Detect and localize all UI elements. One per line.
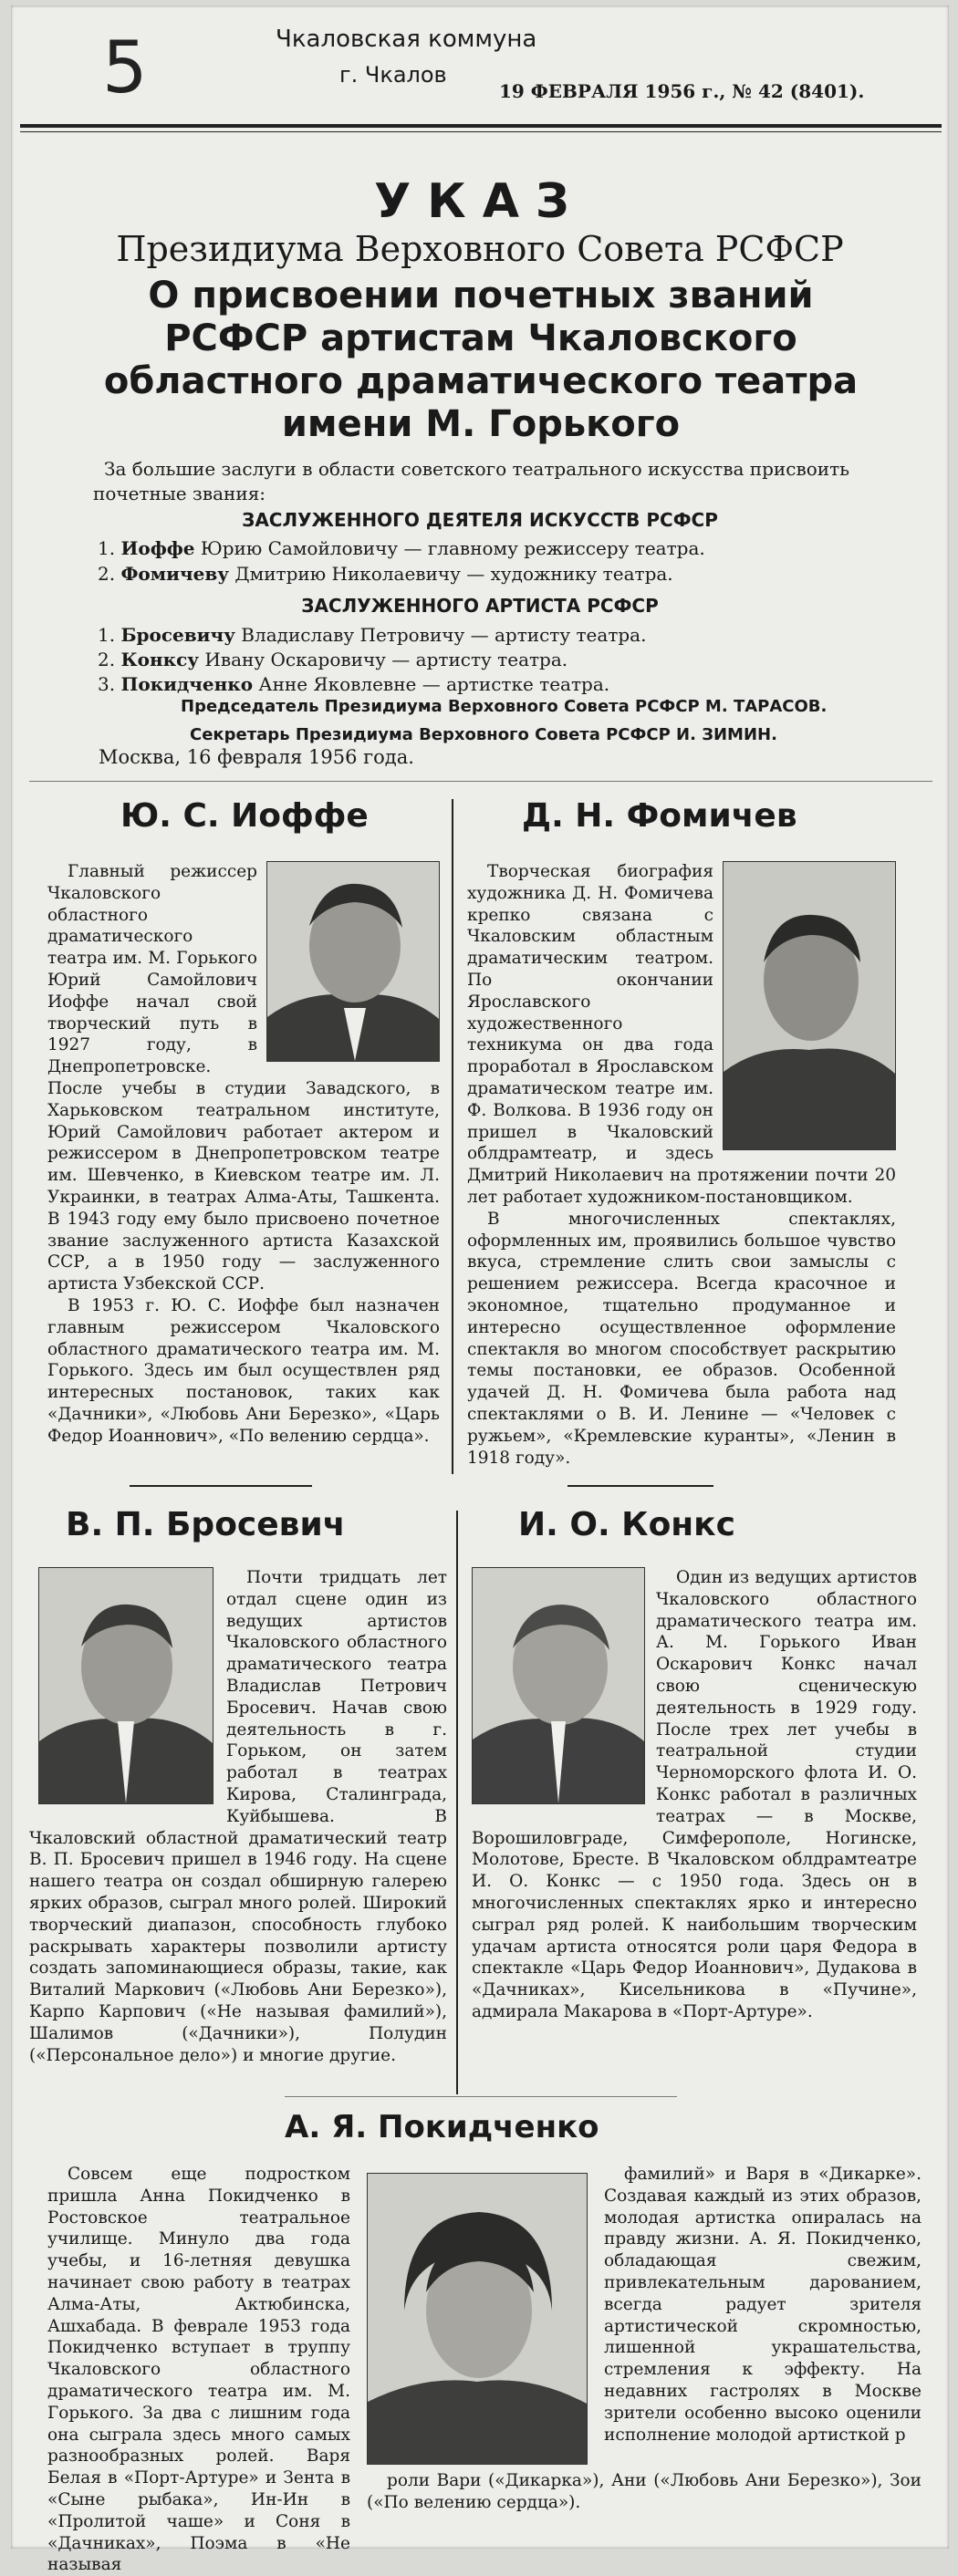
section-divider — [29, 781, 932, 782]
awardee-surname: Фомичеву — [120, 563, 230, 585]
portrait-photo-pokidchenko — [368, 2174, 587, 2464]
article-paragraph: Совсем еще подростком пришла Анна Покидченко в Ростовское театральное училище. Минуло два года учебы, и 16-летняя девушка начинает свою работу в театрах Алма-Аты, Актюбинска, Ашхабада. В феврале 1953 года Покидченко вступает в труппу Чкаловского областного драматического театра им. М. Горького. За два с лишним года она сыграла здесь много самых разнообразных ролей. Варя Белая в «Порт-Артуре» и Зента в «Сыне рыбака», Ин-Ин в «Пролитой чаше» и Соня в «Дачниках», Поэма в «Не называя — [47, 2165, 350, 2575]
article-title-ioffe: Ю. С. Иоффе — [120, 797, 369, 835]
section-divider — [568, 1485, 713, 1487]
issue-dateline: 19 ФЕВРАЛЯ 1956 г., № 42 (8401). — [499, 80, 865, 102]
article-body-brosevich — [29, 1567, 447, 2114]
article-paragraph: Главный режиссер Чкаловского областного драматического театра им. М. Горького Юрий Самойлович Иоффе начал свой творческий путь в 1927 году, в Днепропетровске. После учебы в студии Завадского, в Харьковском театральном институте, Юрий Самойлович работает актером и режиссером в Днепропетровском театре им. Шевченко, в Киевском театре им. Л. Украинки, в театрах Алма-Аты, Ташкента. В 1943 году ему было присвоено почетное звание заслуженного артиста Казахской ССР, а в 1950 году — заслуженного артиста Узбекской ССР. — [47, 862, 440, 1294]
pokidchenko-text-bottom — [367, 2470, 922, 2538]
awardee-surname: Иоффе — [120, 537, 195, 559]
awardee-line — [98, 536, 705, 561]
newspaper-clipping — [11, 5, 949, 2575]
portrait-konks — [472, 1567, 645, 1804]
article-paragraph: фамилий» и Варя в «Дикарке». Создавая каждый из этих образов, молодая артистка опиралась на правду жизни. А. Я. Покидченко, обладающая свежим, привлекательным дарованием, всегда радует зрителя артистической скромностью, лишенной украшательства, стремления к эффекту. На недавних гастролях в Москве зрители особенно высоко оценили исполнение молодой артисткой р — [604, 2165, 922, 2445]
portrait-photo-konks — [473, 1568, 644, 1803]
decree-title: УКАЗ — [374, 174, 586, 229]
awardee-rest: Ивану Оскаровичу — артисту театра. — [199, 649, 568, 670]
handwritten-page-mark: 5 — [102, 27, 148, 109]
article-title-fomichev: Д. Н. Фомичев — [522, 797, 797, 835]
column-divider — [452, 799, 453, 1474]
pokidchenko-text-left — [47, 2164, 350, 2575]
portrait-brosevich — [38, 1567, 213, 1804]
awardee-line — [98, 672, 609, 697]
article-paragraph: Почти тридцать лет отдал сцене один из ведущих артистов Чкаловского областного драматического театра Владислав Петрович Бросевич. Начав свою деятельность в г. Горьком, он затем работал в театрах Кирова, Сталинграда, Куйбышева. В Чкаловский областной драматический театр В. П. Бросевич пришел в 1946 году. На сцене нашего театра он создал обширную галерею ярких образов, сыграл много ролей. Широкий творческий диапазон, способность глубоко раскрывать характеры позволили артисту создать запоминающиеся образы, такие, как Виталий Маркович («Любовь Ани Березко»), Карпо Карпович («Не называя фамилий»), Шалимов («Дачники»), Полудин («Персональное дело») и многие другие. — [29, 1568, 447, 2065]
awardee-surname: Бросевичу — [120, 624, 235, 646]
honored-artist-heading: ЗАСЛУЖЕННОГО АРТИСТА РСФСР — [301, 595, 659, 617]
article-body-fomichev — [467, 861, 896, 1481]
portrait-photo-fomichev — [724, 862, 895, 1149]
column-divider — [456, 1511, 458, 2094]
portrait-fomichev — [723, 861, 896, 1150]
awardee-rest: Анне Яковлевне — артистке театра. — [253, 673, 610, 695]
portrait-pokidchenko — [367, 2173, 588, 2465]
decree-headline: О присвоении почетных званий РСФСР артистам Чкаловского областного драматического театра имени М. Горького — [103, 275, 859, 445]
awardee-rest: Дмитрию Николаевичу — художнику театра. — [229, 563, 673, 585]
newspaper-name: Чкаловская коммуна — [276, 26, 537, 53]
masthead-rule-thin — [20, 131, 942, 132]
honored-worker-heading: ЗАСЛУЖЕННОГО ДЕЯТЕЛЯ ИСКУССТВ РСФСР — [242, 509, 718, 531]
awardee-line — [98, 562, 673, 587]
decree-preamble: За большие заслуги в области советского театрального искусства присвоить почетные звания: — [93, 458, 850, 504]
newspaper-city: г. Чкалов — [339, 62, 447, 88]
signature-secretary: Секретарь Президиума Верховного Совета РСФСР И. ЗИМИН. — [190, 725, 777, 744]
article-paragraph: Один из ведущих артистов Чкаловского областного драматического театра им. А. М. Горького Иван Оскарович Конкс начал свою сценическую деятельность в 1929 году. После трех лет учебы в театральной студии Черноморского флота И. О. Конкс работал в различных театрах — в Москве, Ворошиловграде, Симферополе, Ногинске, Молотове, Бресте. В Чкаловском облдрамтеатре И. О. Конкс — с 1950 года. Здесь он в многочисленных спектаклях ярко и интересно сыграл ряд ролей. К наибольшим творческим удачам артиста относятся роли царя Федора в спектакле «Царь Федор Иоаннович», Дудакова в «Дачниках», Кисельникова в «Пучине», адмирала Макарова в «Порт-Артуре». — [472, 1568, 917, 2021]
article-title-konks: И. О. Конкс — [518, 1506, 735, 1543]
article-title-pokidchenko: А. Я. Покидченко — [285, 2109, 599, 2145]
article-paragraph: роли Вари («Дикарка»), Ани («Любовь Ани Березко»), Зои («По велению сердца»). — [367, 2471, 922, 2512]
article-paragraph: В 1953 г. Ю. С. Иоффе был назначен главным режиссером Чкаловского областного драматического театра им. М. Горького. Здесь им был осуществлен ряд интересных постановок, таких как «Дачники», «Любовь Ани Березко», «Царь Федор Иоаннович», «По велению сердца». — [47, 1295, 440, 1446]
section-divider — [130, 1485, 312, 1487]
pokidchenko-text-right — [604, 2164, 922, 2465]
masthead-rule — [20, 124, 942, 128]
signature-secretary-line — [190, 722, 777, 744]
awardee-line — [98, 623, 646, 648]
section-divider — [285, 2096, 677, 2097]
signature-chair: Председатель Президиума Верховного Совета РСФСР М. ТАРАСОВ. — [181, 697, 828, 716]
awardee-surname: Покидченко — [120, 673, 254, 695]
decree-date: Москва, 16 февраля 1956 года. — [99, 746, 414, 768]
portrait-ioffe — [266, 861, 440, 1062]
decree-issuer: Президиума Верховного Совета РСФСР — [116, 229, 844, 269]
article-title-brosevich: В. П. Бросевич — [66, 1506, 346, 1543]
article-body-pokidchenko — [47, 2164, 922, 2575]
article-body-konks — [472, 1567, 917, 2114]
portrait-photo-brosevich — [39, 1568, 213, 1803]
article-paragraph: В многочисленных спектаклях, оформленных им, проявились большое чувство вкуса, стремление слить свои замыслы с решением режиссера. Всегда красочное и экономное, тщательно продуманное и интересно осуществленное оформление спектакля во многом способствует раскрытию темы постановки, ее образов. Особенной удачей Д. Н. Фомичева была работа над спектаклями о В. И. Ленине — «Человек с ружьем», «Кремлевские куранты», «Ленин в 1918 году». — [467, 1209, 896, 1468]
awardee-num: 1. — [98, 537, 116, 559]
portrait-photo-ioffe — [267, 862, 439, 1061]
awardee-num: 2. — [98, 649, 116, 670]
awardee-num: 1. — [98, 624, 116, 646]
awardee-line — [98, 648, 568, 672]
awardee-num: 3. — [98, 673, 116, 695]
article-body-ioffe — [47, 861, 440, 1481]
awardee-rest: Владиславу Петровичу — артисту театра. — [234, 624, 647, 646]
awardee-rest: Юрию Самойловичу — главному режиссеру театра. — [194, 537, 705, 559]
awardee-surname: Конксу — [120, 649, 200, 670]
awardee-num: 2. — [98, 563, 116, 585]
article-paragraph: Творческая биография художника Д. Н. Фомичева крепко связана с Чкаловским областным драматическим театром. По окончании Ярославского художественного техникума он два года проработал в Ярославском драматическом театре им. Ф. Волкова. В 1936 году он пришел в Чкаловский облдрамтеатр, и здесь Дмитрий Николаевич на протяжении почти 20 лет работает художником-постановщиком. — [467, 862, 896, 1207]
